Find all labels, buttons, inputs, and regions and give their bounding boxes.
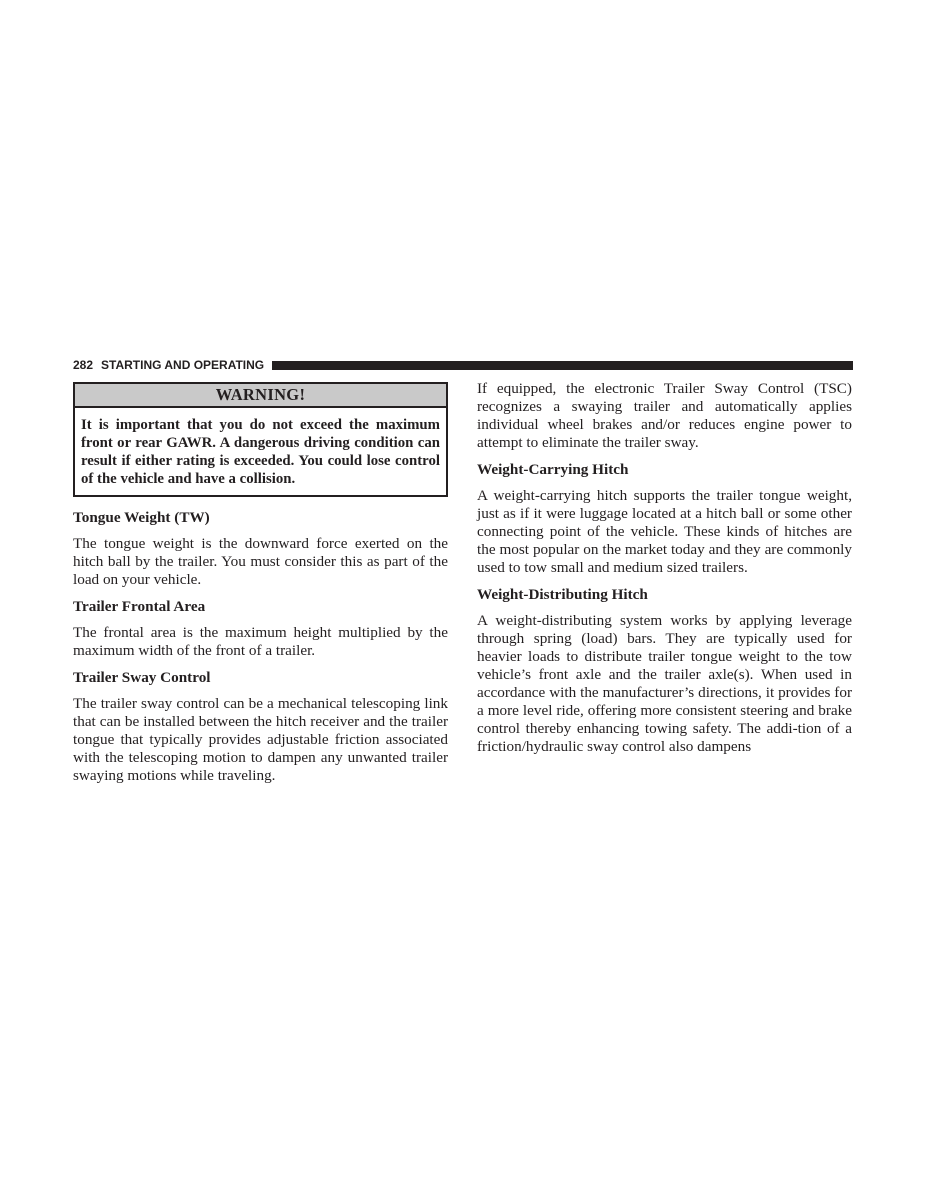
paragraph-weight-carrying-hitch: A weight-carrying hitch supports the trailer tongue weight, just as if it were luggage located at a hitch ball or some other connecting point of the vehicle. These kinds of hitches are the most popular on the market today and they are commonly used to tow small and medium sized trailers.	[477, 487, 852, 576]
paragraph-tongue-weight: The tongue weight is the downward force exerted on the hitch ball by the trailer. You must consider this as part of the load on your vehicle.	[73, 535, 448, 588]
page-number: 282	[73, 358, 94, 372]
paragraph-weight-distributing-hitch: A weight-distributing system works by applying leverage through spring (load) bars. They are typically used for heavier loads to distribute trailer tongue weight to the tow vehicle’s front axle and the trailer axle(s). When used in accordance with the manufacturer’s directions, it provides for a more level ride, offering more consistent steering and brake control thereby enhancing towing safety. The addi-tion of a friction/hydraulic sway control also dampens	[477, 612, 852, 755]
header-rule	[272, 361, 853, 370]
right-column	[477, 380, 852, 765]
page-header	[73, 358, 853, 372]
heading-trailer-sway-control: Trailer Sway Control	[73, 669, 211, 686]
section-title: STARTING AND OPERATING	[101, 358, 265, 372]
heading-tongue-weight: Tongue Weight (TW)	[73, 509, 210, 526]
paragraph-trailer-sway-control: The trailer sway control can be a mechanical telescoping link that can be installed between the hitch receiver and the trailer tongue that typically provides adjustable friction associated with the telescoping motion to dampen any unwanted trailer swaying motions while traveling.	[73, 695, 448, 784]
warning-text: It is important that you do not exceed the maximum front or rear GAWR. A dangerous driving condition can result if either rating is exceeded. You could lose control of the vehicle and have a collision.	[81, 417, 440, 487]
paragraph-tsc-intro: If equipped, the electronic Trailer Sway Control (TSC) recognizes a swaying trailer and automatically applies individual wheel brakes and/or reduces engine power to attempt to eliminate the trailer sway.	[477, 380, 852, 451]
heading-weight-carrying-hitch: Weight-Carrying Hitch	[477, 461, 629, 478]
paragraph-trailer-frontal-area: The frontal area is the maximum height multiplied by the maximum width of the front of a trailer.	[73, 624, 448, 659]
left-column	[73, 380, 448, 794]
heading-weight-distributing-hitch: Weight-Distributing Hitch	[477, 586, 648, 603]
heading-trailer-frontal-area: Trailer Frontal Area	[73, 598, 206, 615]
warning-title: WARNING!	[75, 384, 446, 408]
warning-box	[73, 382, 448, 497]
